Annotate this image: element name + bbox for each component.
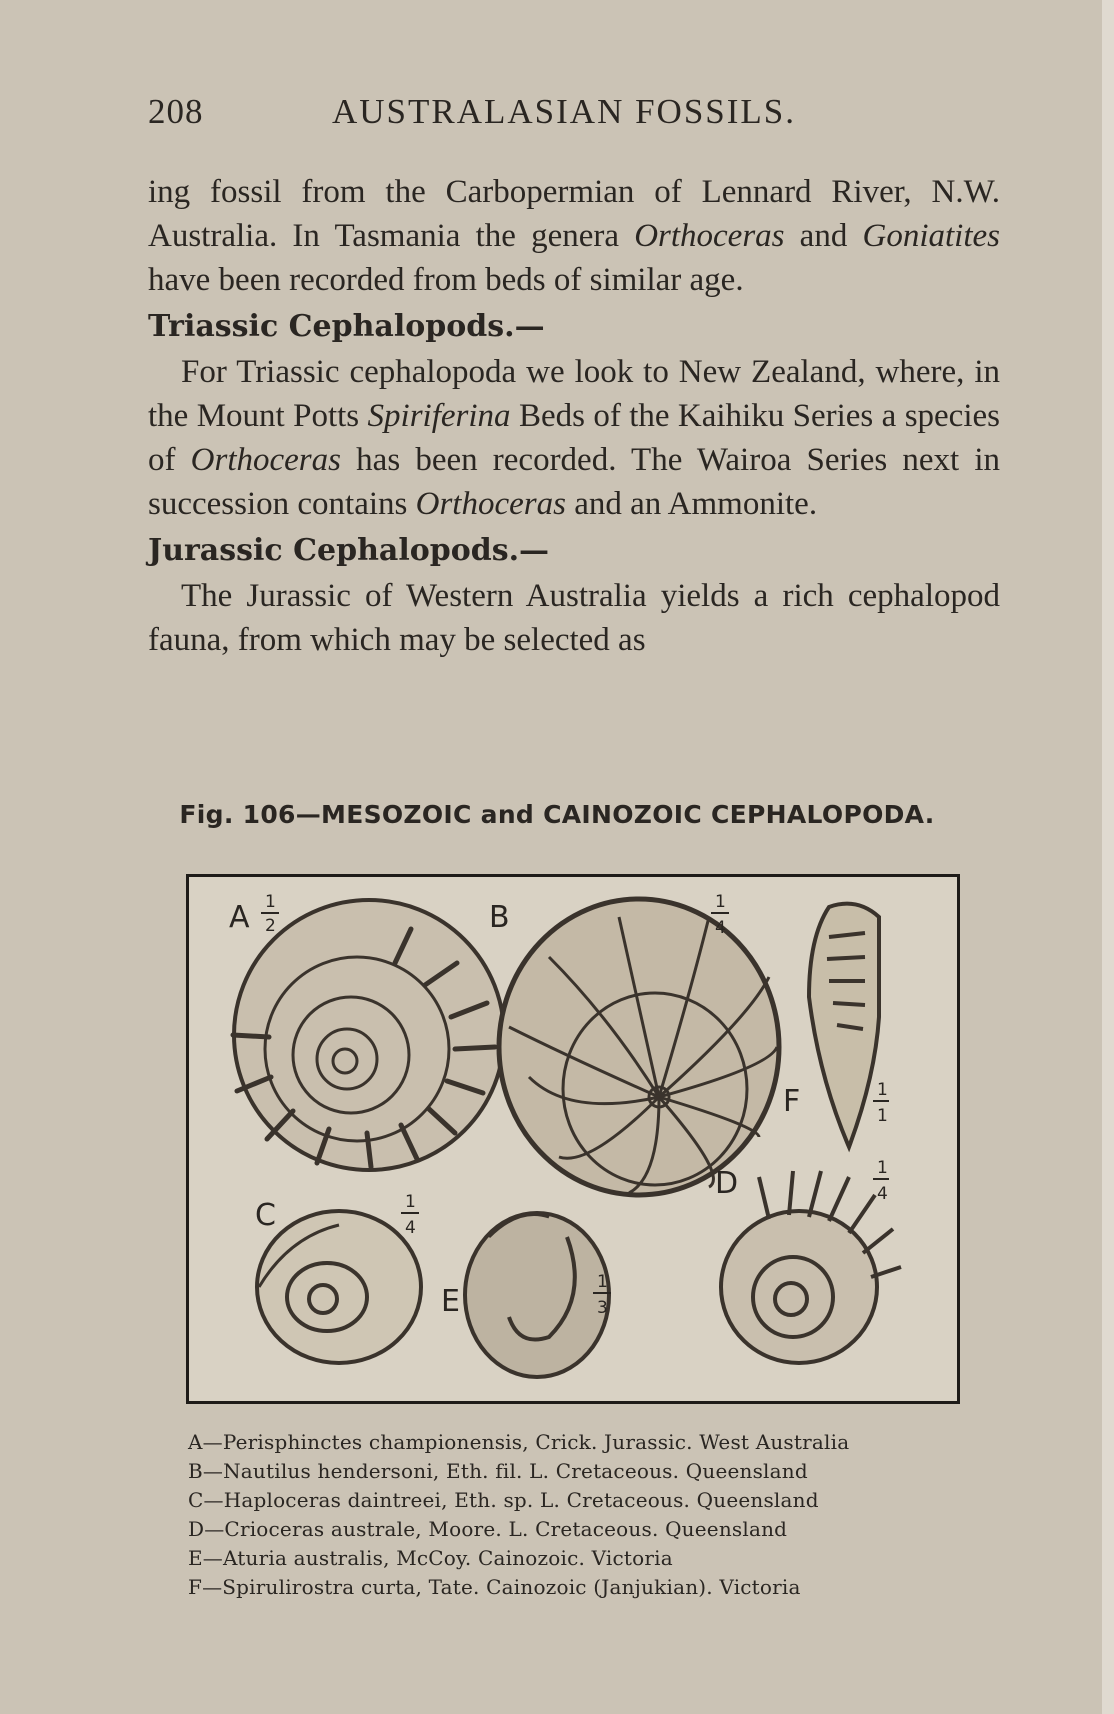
scale-b-num: 1 xyxy=(715,892,726,912)
genus-name: Goniatites xyxy=(862,218,1001,254)
genus-name: Orthoceras xyxy=(634,218,785,254)
text-run: and xyxy=(784,218,863,254)
paragraph-triassic xyxy=(148,350,1000,526)
page-number: 208 xyxy=(148,92,204,131)
figure-captions xyxy=(188,1428,1008,1602)
text-run: Beds of the Kaihiku Series a species of xyxy=(148,398,1000,478)
caption-a: A—Perisphinctes championensis, Crick. Jurassic. West Australia xyxy=(188,1430,850,1454)
scale-e-den: 3 xyxy=(597,1298,608,1318)
text-run: has been recorded. The Wairoa Series next in succession contains xyxy=(148,442,1000,522)
heading-triassic: Triassic Cephalopods.— xyxy=(148,309,545,344)
body-text xyxy=(148,170,1000,662)
label-e: E xyxy=(441,1284,460,1319)
text-run: ing fossil from the Carbopermian of Lennard River, N.W. Australia. In Tasmania the genera xyxy=(148,174,1000,254)
scale-c-den: 4 xyxy=(405,1218,416,1238)
genus-name: Orthoceras xyxy=(415,486,566,522)
caption-b: B—Nautilus hendersoni, Eth. fil. L. Cretaceous. Queensland xyxy=(188,1459,808,1483)
label-a: A xyxy=(229,900,250,935)
running-title: AUSTRALASIAN FOSSILS. xyxy=(332,92,797,131)
scale-d-num: 1 xyxy=(877,1158,888,1178)
paragraph-jurassic: The Jurassic of Western Australia yields a rich cephalopod fauna, from which may be selected as xyxy=(148,578,1000,658)
nautilus-b-drawing xyxy=(499,899,779,1195)
text-run: For Triassic cephalopoda we look to New Zealand, where, in the Mount Potts xyxy=(148,354,1000,434)
ammonite-a-drawing xyxy=(233,900,504,1170)
scale-e-num: 1 xyxy=(597,1272,608,1292)
aturia-e-drawing xyxy=(465,1213,609,1377)
genus-name: Orthoceras xyxy=(190,442,341,478)
caption-e: E—Aturia australis, McCoy. Cainozoic. Victoria xyxy=(188,1546,673,1570)
figure-title: Fig. 106—MESOZOIC and CAINOZOIC CEPHALOPODA. xyxy=(179,800,935,829)
label-d: D xyxy=(715,1166,739,1201)
scale-b-den: 4 xyxy=(715,918,726,938)
haploceras-c-drawing xyxy=(257,1211,421,1363)
scale-f-den: 1 xyxy=(877,1106,888,1126)
caption-c: C—Haploceras daintreei, Eth. sp. L. Cretaceous. Queensland xyxy=(188,1488,819,1512)
caption-f: F—Spirulirostra curta, Tate. Cainozoic (Janjukian). Victoria xyxy=(188,1575,801,1599)
scale-c-num: 1 xyxy=(405,1192,416,1212)
label-c: C xyxy=(255,1198,276,1233)
label-f: F xyxy=(783,1084,801,1119)
scale-d-den: 4 xyxy=(877,1184,888,1204)
text-run: and an Ammonite. xyxy=(565,486,818,522)
crioceras-d-drawing xyxy=(721,1171,901,1363)
scale-a-num: 1 xyxy=(265,892,276,912)
heading-jurassic: Jurassic Cephalopods.— xyxy=(148,533,550,568)
paragraph-carbopermian xyxy=(148,170,1000,302)
genus-name: Spiriferina xyxy=(367,398,511,434)
page-edge xyxy=(1102,0,1114,1714)
spirulirostra-f-drawing xyxy=(809,904,879,1147)
scale-f-num: 1 xyxy=(877,1080,888,1100)
fossil-figure xyxy=(186,874,960,1404)
fossil-illustration xyxy=(189,877,957,1401)
scale-a-den: 2 xyxy=(265,916,276,936)
label-b: B xyxy=(489,900,510,935)
text-run: have been recorded from beds of similar age. xyxy=(148,262,744,298)
caption-d: D—Crioceras australe, Moore. L. Cretaceous. Queensland xyxy=(188,1517,788,1541)
